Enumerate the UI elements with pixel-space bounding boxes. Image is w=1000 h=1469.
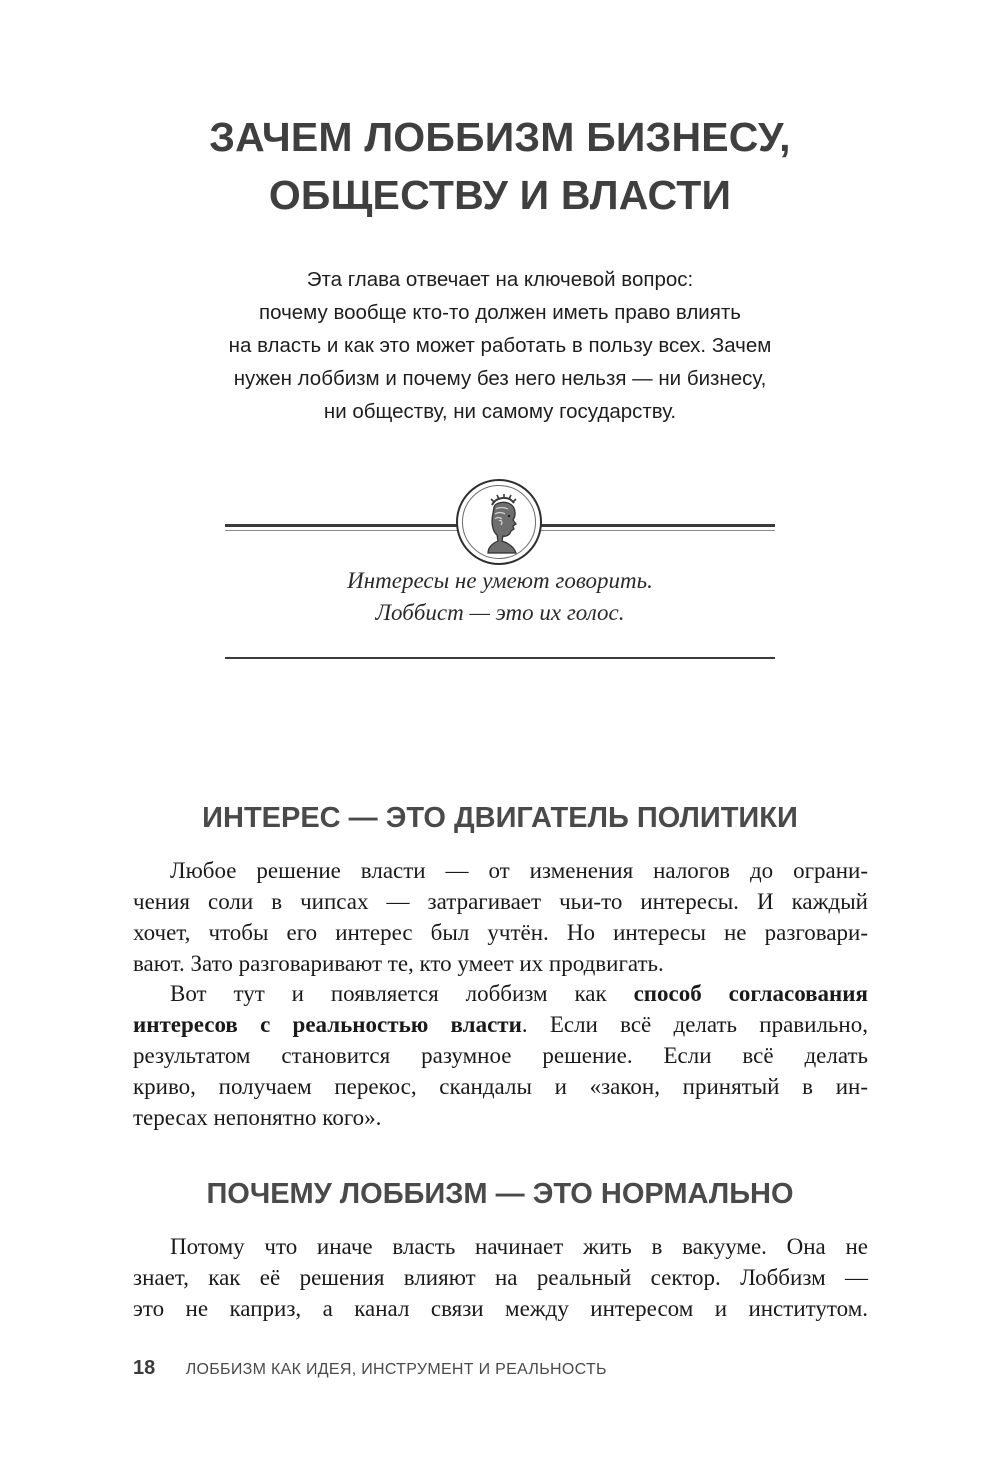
epigraph-line: Лоббист — это их голос. [375,600,625,625]
text-line: это не каприз, а канал связи между интересом и институтом. [133,1296,868,1321]
text-line: Любое решение власти — от изменения налогов до ограни- [170,858,868,883]
section-heading: ПОЧЕМУ ЛОББИЗМ — ЭТО НОРМАЛЬНО [206,1178,794,1210]
text-line: результатом становится разумное решение. Если всё делать [133,1043,868,1068]
intro-line: ни обществу, ни самому государству. [323,400,677,423]
text-line: чения соли в чипсах — затрагивает чьи-то интересы. И каждый [133,889,868,914]
chapter-title [100,108,900,224]
epigraph-divider-bottom [225,657,775,659]
text-line [133,1009,868,1040]
body-paragraph [133,978,868,1133]
text-line: знает, как её решения влияют на реальный сектор. Лоббизм — [133,1265,868,1290]
text-line: хочет, чтобы его интерес был учтён. Но интересы не разговари- [133,920,868,945]
body-paragraph [133,855,868,979]
intro-line: нужен лоббизм и почему без него нельзя — ни бизнесу, [233,367,767,390]
text-line: вают. Зато разговаривают те, кто умеет их продвигать. [133,951,664,976]
text-line [133,978,868,1009]
epigraph-line: Интересы не умеют говорить. [347,568,653,593]
text-line: криво, получаем перекос, скандалы и «закон, принятый в ин- [133,1074,868,1099]
text-line: Потому что иначе власть начинает жить в вакууме. Она не [170,1234,868,1259]
chapter-intro [150,263,850,428]
classical-profile-icon [456,479,542,565]
intro-line: Эта глава отвечает на ключевой вопрос: [306,268,694,291]
epigraph-quote [200,565,800,629]
section-heading: ИНТЕРЕС — ЭТО ДВИГАТЕЛЬ ПОЛИТИКИ [202,802,798,834]
profile-bust-icon [458,481,544,567]
intro-line: на власть и как это может работать в пользу всех. Зачем [228,334,772,357]
text-run: . Если всё делать правильно, [521,1012,868,1037]
text-line: тересах непонятно кого». [133,1105,382,1130]
emphasis-text: интересов с реальностью власти [133,1012,522,1037]
running-head: ЛОББИЗМ КАК ИДЕЯ, ИНСТРУМЕНТ И РЕАЛЬНОСТЬ [185,1361,607,1378]
page-number: 18 [133,1357,156,1379]
chapter-title-line: ОБЩЕСТВУ И ВЛАСТИ [268,172,732,218]
page-footer [133,1357,607,1387]
emphasis-text: способ согласования [633,981,868,1006]
intro-line: почему вообще кто-то должен иметь право влиять [259,301,741,324]
body-paragraph [133,1231,868,1324]
text-run: Вот тут и появляется лоббизм как [170,981,634,1006]
chapter-title-line: ЗАЧЕМ ЛОББИЗМ БИЗНЕСУ, [209,114,791,160]
